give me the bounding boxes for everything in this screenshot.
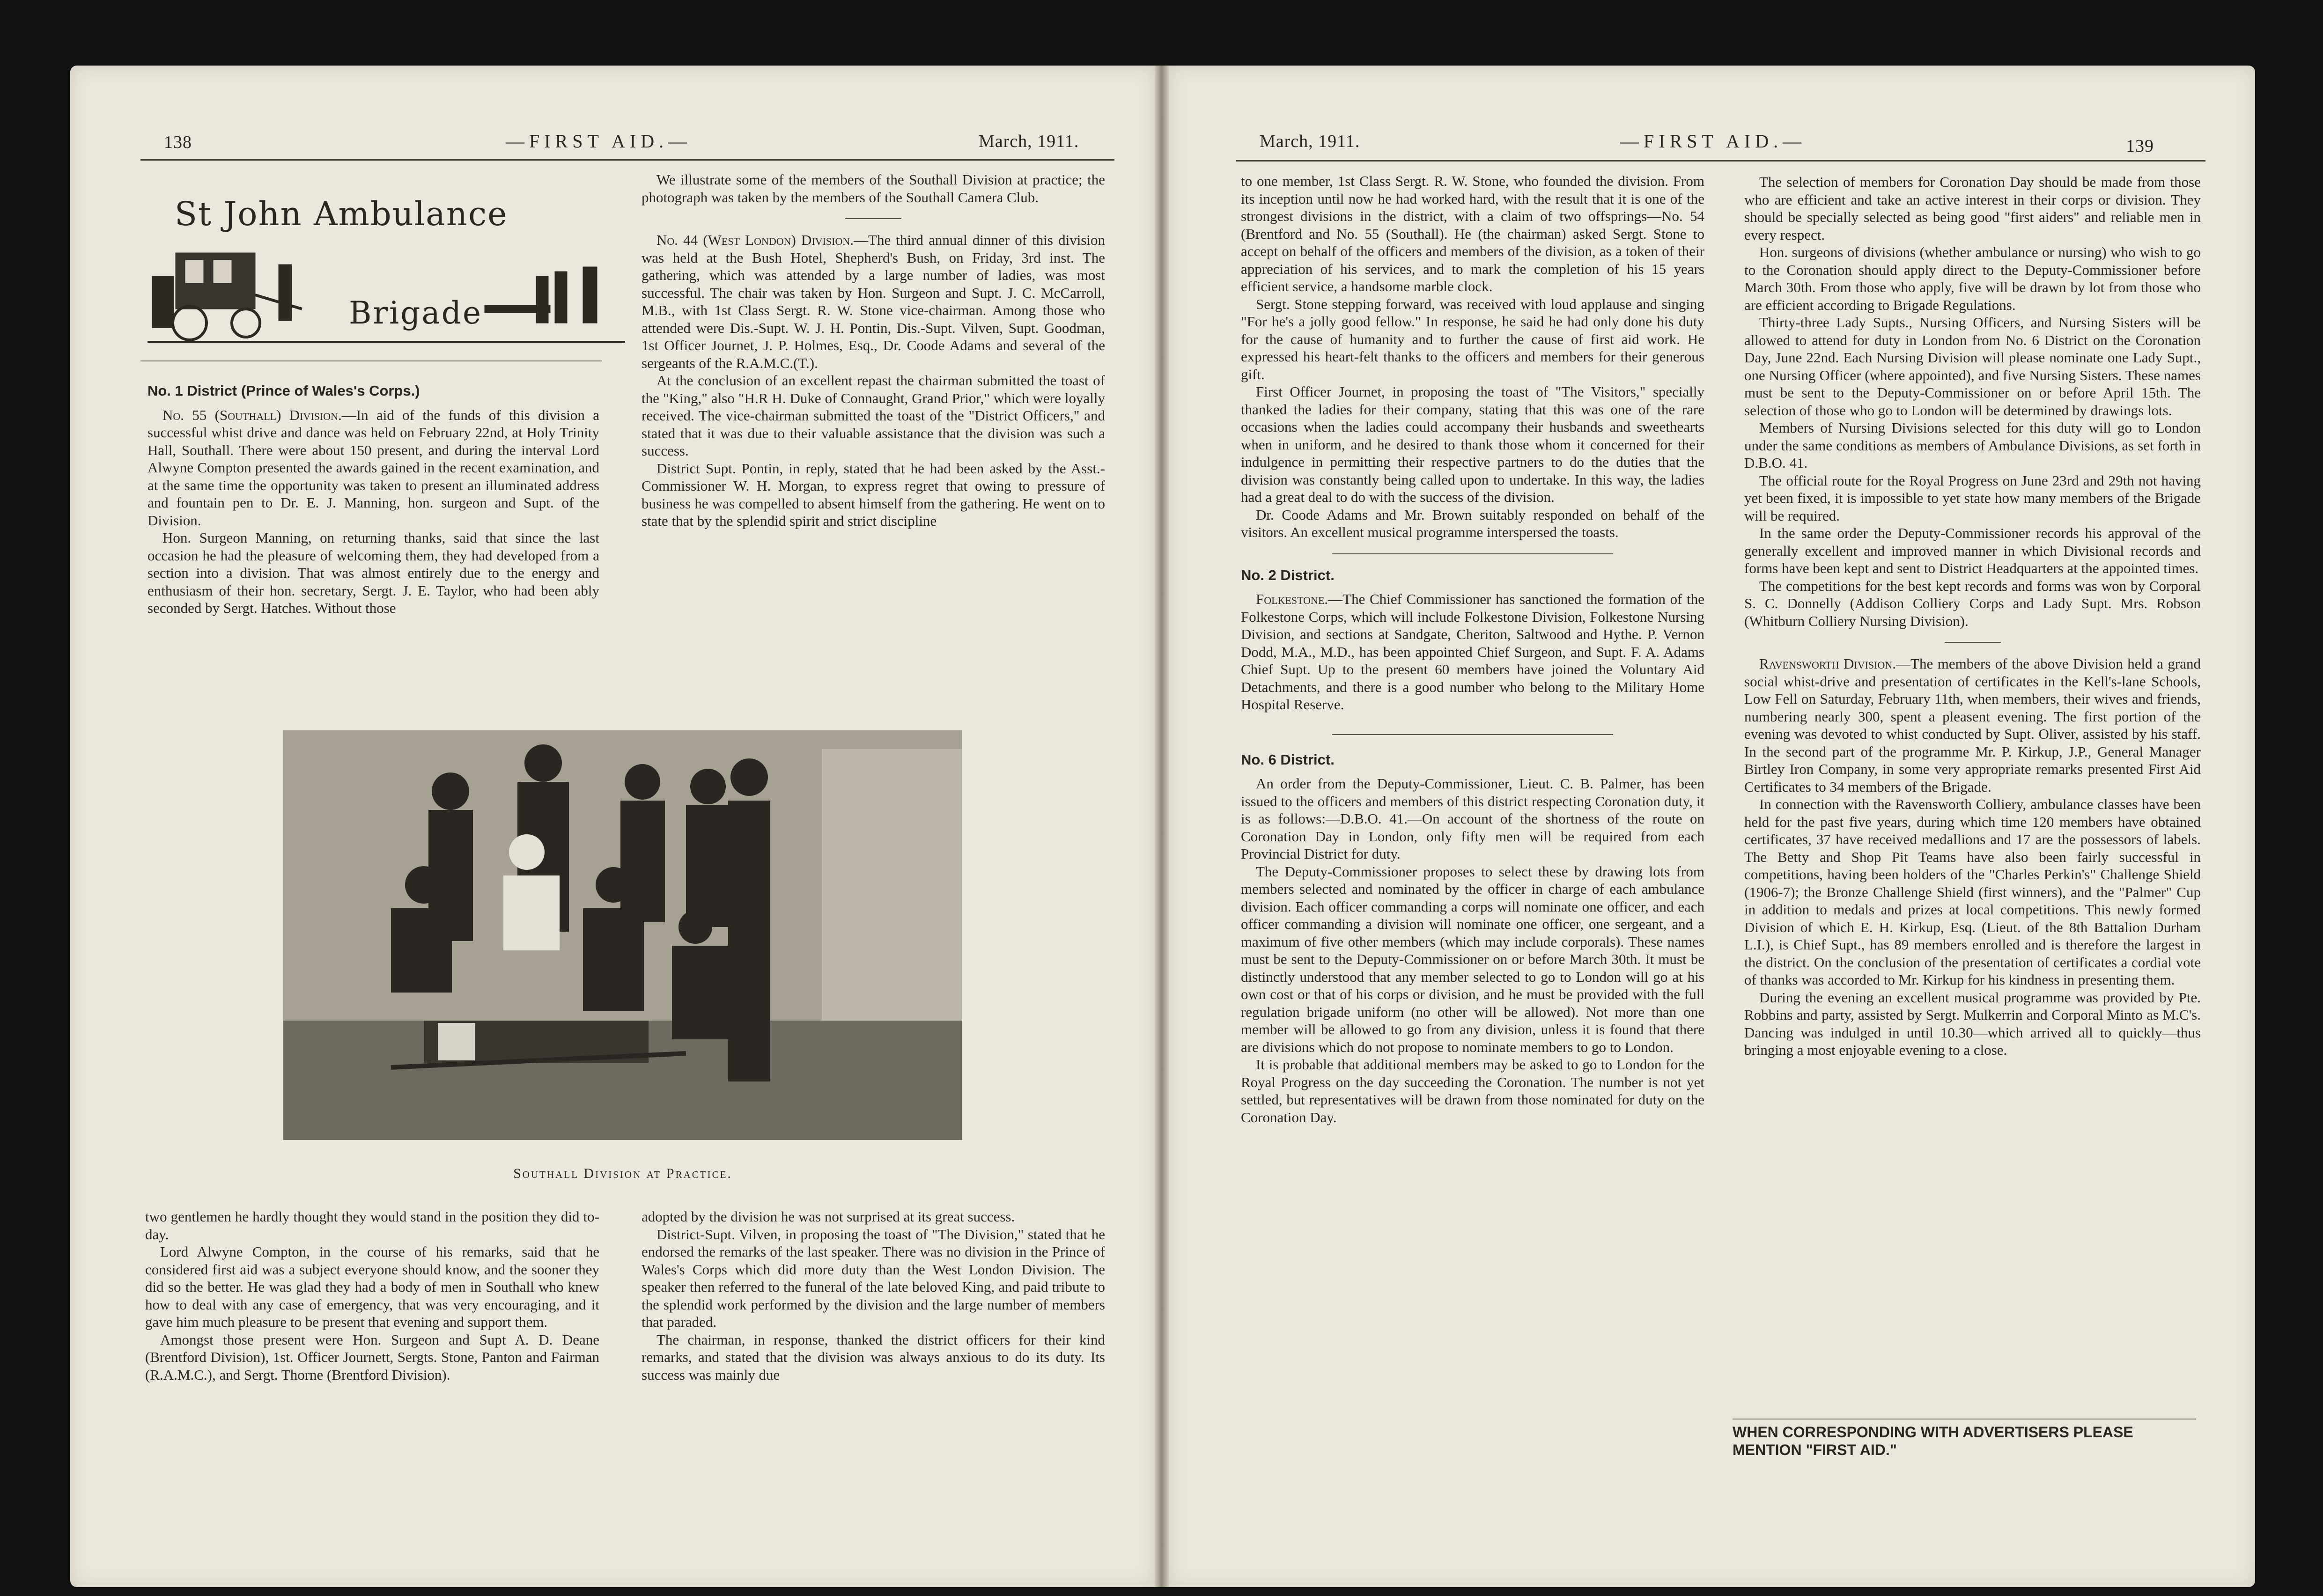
left-column-2 xyxy=(642,171,1105,530)
paragraph: The Deputy-Commissioner proposes to select these by drawing lots from members selected and nominated by the officer in charge of each ambulance division. Each officer commanding a corps will nominate one officer, and each officer commanding a division will nominate one officer, one sergeant, and a maximum of five other members (which may include corporals). These names must be sent to the Deputy-Commissioner on or before March 30th. It must be distinctly understood that any member selected to go to London will go at his own cost or that of his corps or division, and he must be provided with the full regulation brigade uniform (no other will be allowed). Not more than one member will be allowed to go from any division, unless it is found that there are divisions which do not propose to nominate members to go to London. xyxy=(1241,863,1704,1055)
page-number: 139 xyxy=(2126,136,2154,156)
paragraph: adopted by the division he was not surprised at its great success. xyxy=(642,1208,1015,1225)
section-heading: No. 2 District. xyxy=(1241,566,1335,583)
paragraph: Members of Nursing Divisions selected for this duty will go to London under the same conditions as members of Ambulance Divisions, as set forth in D.B.O. 41. xyxy=(1744,419,2201,471)
paragraph: District-Supt. Vilven, in proposing the toast of "The Division," stated that he endorsed the remarks of the last speaker. There was no division in the Prince of Wales's Corps which did more duty than the West London Division. The speaker then referred to the funeral of the late beloved King, and paid tribute to the splendid work performed by the division and the large number of members that paraded. xyxy=(642,1226,1105,1330)
separator xyxy=(1332,734,1613,735)
masthead-title: St John Ambulance xyxy=(175,195,508,233)
paragraph: The official route for the Royal Progress on June 23rd and 29th not having yet been fixed, it is impossible to yet state how many members of the Brigade will be required. xyxy=(1744,472,2201,524)
page-number: 138 xyxy=(164,132,192,152)
masthead-subtitle: Brigade xyxy=(349,295,483,331)
paragraph: to one member, 1st Class Sergt. R. W. Stone, who founded the division. From its inception until now he had worked hard, with the result that it is one of the strongest divisions in the district, with a claim of two offsprings—No. 54 (Brentford and No. 55 (Southall). He (the chairman) asked Sergt. Stone to accept on behalf of the officers and members of the division, as a token of their appreciation of his services, and to mark the completion of his 15 years efficient service, a handsome marble clock. xyxy=(1241,173,1704,294)
header-rule xyxy=(1236,160,2205,162)
right-column-1 xyxy=(1241,172,1704,1126)
paragraph: No. 55 (Southall) Division.—In aid of the funds of this division a successful whist drive and dance was held on February 22nd, at Holy Trinity Hall, Southall. There were about 150 present, and during the interval Lord Alwyne Compton presented the awards gained in the recent examination, and at the same time the opportunity was taken to present an illuminated address and fountain pen to Dr. E. J. Manning, hon. surgeon and Supt. of the Division. xyxy=(147,406,599,529)
paragraph: No. 44 (West London) Division.—The third annual dinner of this division was held at the Bush Hotel, Shepherd's Bush, on Friday, 3rd inst. The gathering, which was attended by a large number of ladies, was most successful. The chair was taken by Hon. Surgeon and Supt. J. C. McCarroll, M.B., with 1st Class Sergt. R. W. Stone vice-chairman. Among those who attended were Dis.-Supt. W. J. H. Pontin, Dis.-Supt. Vilven, Supt. Goodman, 1st Officer Journet, J. P. Holmes, Esq., Dr. Coode Adams and several of the sergeants of the R.A.M.C.(T.). xyxy=(642,232,1105,371)
issue-date: March, 1911. xyxy=(979,132,1079,151)
paragraph: Thirty-three Lady Supts., Nursing Officers, and Nursing Sisters will be allowed to attend for duty in London from No. 6 District on the Coronation Day, June 22nd. Each Nursing Division will please nominate one Lady Supt., one Nursing Officer (where appointed), and five Nursing Sisters. These names must be sent to the Deputy-Commissioner on or before April 15th. The selection of those who go to London will be determined by drawings lots. xyxy=(1744,314,2201,419)
paragraph: Hon. surgeons of divisions (whether ambulance or nursing) who wish to go to the Coronation should apply direct to the Deputy-Commissioner before March 30th. From those who apply, five will be drawn by lot from those who are efficient according to Brigade Regulations. xyxy=(1744,244,2201,313)
paragraph: The chairman, in response, thanked the district officers for their kind remarks, and stated that the division was always anxious to do its duty. Its success was mainly due xyxy=(642,1331,1105,1383)
running-title: —FIRST AID.— xyxy=(506,131,692,152)
paragraph: We illustrate some of the members of the Southall Division at practice; the photograph was taken by the members of the Southall Camera Club. xyxy=(642,171,1105,206)
paragraph: Folkestone.—The Chief Commissioner has sanctioned the formation of the Folkestone Corps, which will include Folkestone Division, Folkestone Nursing Division, and sections at Sandgate, Cheriton, Saltwood and Hythe. P. Vernon Dodd, M.A., M.D., has been appointed Chief Surgeon, and Supt. F. A. Adams Chief Supt. Up to the present 60 members have joined the Voluntary Aid Detachments, and there is a good number who belong to the Military Home Hospital Reserve. xyxy=(1241,591,1704,713)
paragraph: In the same order the Deputy-Commissioner records his approval of the generally excellent and improved manner in which Divisional records and forms have been kept and sent to District Headquarters at the appointed times. xyxy=(1744,525,2201,576)
running-title: —FIRST AID.— xyxy=(1620,131,1807,152)
paragraph: At the conclusion of an excellent repast the chairman submitted the toast of the "King," also "H.R H. Duke of Connaught, Grand Prior," which were loyally received. The vice-chairman submitted the toast of the "District Officers," and stated that it was due to their valuable assistance that the division was such a success. xyxy=(642,372,1105,459)
right-column-2 xyxy=(1744,173,2201,1059)
paragraph: The competitions for the best kept records and forms was won by Corporal S. C. Donnelly (Addison Colliery Corps and Lady Supt. Mrs. Robson (Whitburn Colliery Nursing Division). xyxy=(1744,577,2201,629)
section-heading: No. 1 District (Prince of Wales's Corps.) xyxy=(147,382,420,399)
separator xyxy=(1945,642,2001,643)
paragraph: An order from the Deputy-Commissioner, Lieut. C. B. Palmer, has been issued to the officers and members of this district respecting Coronation duty, it is as follows:—D.B.O. 41.—On account of the shortness of the route on Coronation Day in London, only fifty men will be required from each Provincial District for duty. xyxy=(1241,775,1704,862)
separator xyxy=(845,218,901,219)
book-gutter xyxy=(1155,66,1169,1587)
photo-figures xyxy=(283,730,962,1140)
paragraph: Hon. Surgeon Manning, on returning thanks, said that since the last occasion he had the pleasure of welcoming them, they had developed from a section into a division. That was almost entirely due to the energy and enthusiasm of their hon. secretary, Sergt. J. E. Taylor, who had been ably seconded by Sergt. Hatches. Without those xyxy=(147,530,599,616)
paragraph: District Supt. Pontin, in reply, stated that he had been asked by the Asst.-Commissioner W. H. Morgan, to express regret that owing to pressure of business he was compelled to absent himself from the gathering. He went on to state that by the splendid spirit and strict discipline xyxy=(642,460,1105,529)
photograph-southall-division xyxy=(283,730,962,1140)
section-heading: No. 6 District. xyxy=(1241,751,1335,768)
left-column-4 xyxy=(642,1208,1105,1383)
header-rule xyxy=(140,159,1114,161)
issue-date: March, 1911. xyxy=(1260,132,1360,151)
brigade-masthead xyxy=(147,183,625,356)
paragraph: During the evening an excellent musical programme was provided by Pte. Robbins and party, assisted by Sergt. Mulkerrin and Corporal Minto as M.C's. Dancing was indulged in until 10.30—which arrived all to quickly—thus bringing a most enjoyable evening to a close. xyxy=(1744,989,2201,1058)
masthead-rule xyxy=(140,360,602,361)
paragraph: In connection with the Ravensworth Colliery, ambulance classes have been held for the past five years, during which time 120 members have obtained certificates, 37 have received medallions and 17 are the possessors of labels. The Betty and Shop Pit Teams have also been fairly successful in competitions, having been holders of the "Charles Perkin's" Challenge Shield (1906-7); the Bronze Challenge Shield (first winners), and the "Palmer" Cup in addition to medals and prizes at local competitions. This newly formed Division of which E. H. Kirkup, Esq. (Lieut. of the 8th Battalion Durham L.I.), is Chief Supt., has 89 members enrolled and is therefore the largest in the district. On the conclusion of the presentation of certificates a cordial vote of thanks was accorded to Mr. Kirkup for his kindness in presenting them. xyxy=(1744,796,2201,988)
paragraph: Amongst those present were Hon. Surgeon and Supt A. D. Deane (Brentford Division), 1st. Officer Journett, Sergts. Stone, Panton and Fairman (R.A.M.C.), and Sergt. Thorne (Brentford Division). xyxy=(145,1331,599,1383)
advertiser-notice: WHEN CORRESPONDING WITH ADVERTISERS PLEASE MENTION "FIRST AID." xyxy=(1733,1424,2133,1458)
paragraph: It is probable that additional members may be asked to go to London for the Royal Progress on the day succeeding the Coronation. The number is not yet settled, but representatives will be drawn from those nominated for duty on the Coronation Day. xyxy=(1241,1056,1704,1125)
paragraph: Ravensworth Division.—The members of the above Division held a grand social whist-drive and presentation of certificates in the Kell's-lane Schools, Low Fell on Saturday, February 11th, when members, their wives and friends, numbering nearly 300, spent a pleasent evening. The first portion of the evening was devoted to whist conducted by Supt. Oliver, assisted by his staff. In the second part of the programme Mr. P. Kirkup, J.P., General Manager Birtley Iron Company, in some very appropriate remarks presented First Aid Certificates to 34 members of the Brigade. xyxy=(1744,655,2201,795)
paragraph: First Officer Journet, in proposing the toast of "The Visitors," specially thanked the ladies for their company, stating that this was one of the rare occasions when the ladies could accompany their husbands and sweethearts when in uniform, and he desired to thank those whom it concerned for their indulgence in permitting their respective partners to do the duties that the division was constantly being called upon to undertake. In this way, the ladies had a great deal to do with the success of the division. xyxy=(1241,383,1704,505)
paragraph: Sergt. Stone stepping forward, was received with loud applause and singing "For he's a jolly good fellow." In response, he said he had only done his duty for the cause of humanity and to further the cause of first aid work. He expressed his heart-felt thanks to the officers and members for their generous gift. xyxy=(1241,295,1704,382)
paragraph: Dr. Coode Adams and Mr. Brown suitably responded on behalf of the visitors. An excellent musical programme interspersed the toasts. xyxy=(1241,506,1704,540)
left-column-3 xyxy=(145,1208,599,1383)
left-column-1 xyxy=(147,379,599,617)
paragraph: Lord Alwyne Compton, in the course of his remarks, said that he considered first aid was a subject everyone should know, and the sooner they did so the better. He was glad they had a body of men in Southall who knew how to deal with any case of emergency, that was very encouraging, and it gave him much pleasure to be present that evening and support them. xyxy=(145,1243,599,1330)
separator xyxy=(1332,553,1613,554)
paragraph: The selection of members for Coronation Day should be made from those who are efficient and take an active interest in their corps or division. They should be specially selected as being good "first aiders" and reliable men in every respect. xyxy=(1744,174,2201,243)
paragraph: two gentlemen he hardly thought they would stand in the position they did to-day. xyxy=(145,1208,599,1243)
photo-caption: Southall Division at Practice. xyxy=(513,1166,732,1181)
